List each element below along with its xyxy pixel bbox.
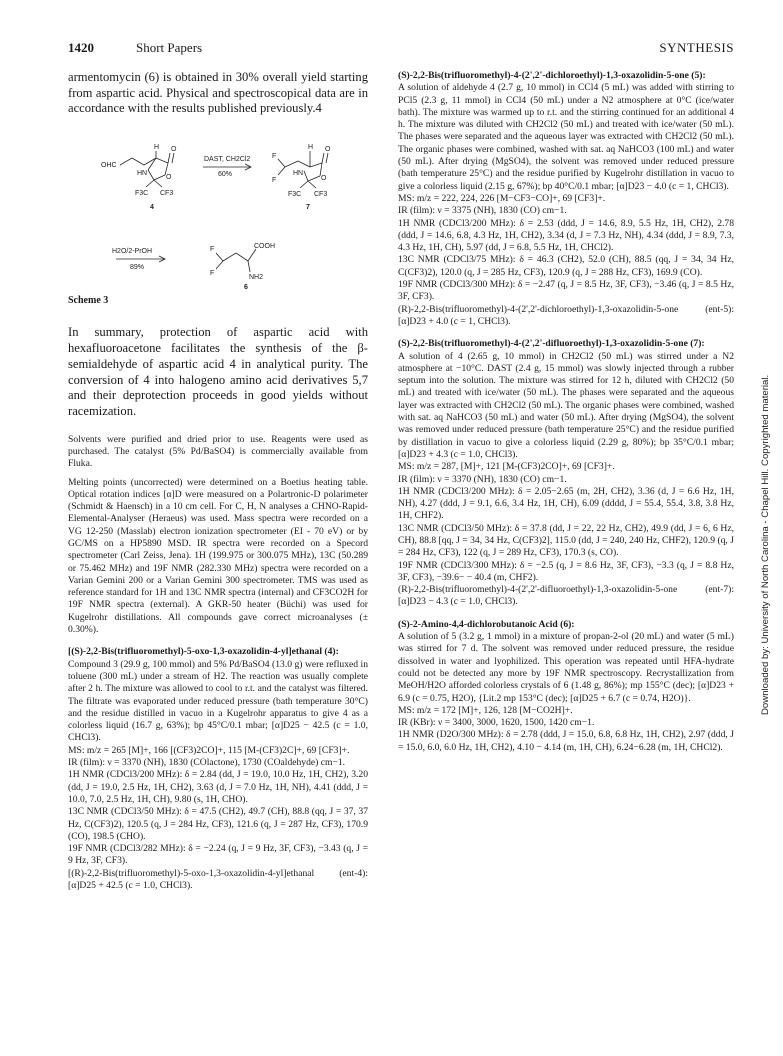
summary-paragraph: In summary, protection of aspartic acid with hexafluoroacetone facilitates the synthesis of the β-semialdehyde of aspartic acid 4 in analytical purity. The conversion of 4 into halogeno amino acid derivatives 5,7 and their deprotection proceeds in good yields without racemization.	[68, 325, 368, 418]
compound-4-title: [(S)-2,2-Bis(trifluoromethyl)-5-oxo-1,3-oxazolidin-4-yl]ethanal (4):	[68, 646, 339, 658]
label-h2: H	[308, 144, 314, 152]
compound-5-ms: MS: m/z = 222, 224, 226 [M−CF3−CO]+, 69 [CF3]+.	[398, 192, 606, 204]
compound-6-procedure: A solution of 5 (3.2 g, 1 mmol) in a mixture of propan-2-ol (20 mL) and water (5 mL) was stirred for 7 d. The solvent was removed under reduced pressure, the residue dissolved in water and lyophilized. This operation was repeated until HFA-hydrate could not be detected any more by 19F NMR spectroscopy. Recrystallization from MeOH/H2O afforded colorless crystals of 6 (1.48 g, 86%); mp 155°C (dec); [α]D23 + 6.9 (c = 0.75, H2O), {Lit.2 mp 153°C (dec); [α]D25 + 6.7 (c = 0.74, H2O)}.	[398, 631, 734, 704]
compound-7-ms: MS: m/z = 287, [M]+, 121 [M-(CF3)2CO]+, 69 [CF3]+.	[398, 461, 615, 473]
label-compound-7: 7	[306, 204, 310, 212]
compound-5-13c-nmr: 13C NMR (CDCl3/75 MHz): δ = 46.3 (CH2), 52.0 (CH), 88.5 (qq, J = 34, 34 Hz, C(CF3)2), 120.0 (q, J = 285 Hz, CF3), 120.9 (q, J = 288 Hz, CF3), 169.9 (CO).	[398, 254, 734, 278]
yield-89: 89%	[130, 264, 145, 272]
compound-7-ir: IR (film): ν = 3370 (NH), 1830 (CO) cm−1.	[398, 473, 567, 485]
compound-6-title: (S)-2-Amino-4,4-dichlorobutanoic Acid (6):	[398, 618, 575, 630]
experimental-solvents: Solvents were purified and dried prior to use. Reagents were used as purchased. The catalyst (5% Pd/BaSO4) is commercially available from Fluka.	[68, 433, 368, 470]
compound-ent-4: [(R)-2,2-Bis(trifluoromethyl)-5-oxo-1,3-oxazolidin-4-yl]ethanal (ent-4): [α]D25 + 42.5 (c = 1.0, CHCl3).	[68, 867, 368, 892]
reaction-scheme	[68, 129, 368, 289]
compound-5-1h-nmr: 1H NMR (CDCl3/200 MHz): δ = 2.53 (ddd, J = 14.6, 8.9, 5.5 Hz, 1H, CH2), 2.78 (ddd, J = 14.6, 6.8, 4.3 Hz, 1H, CH2), 3.34 (d, J = 7.3 Hz, NH), 4.34 (ddd, J = 8.9, 7.3, 4.3 Hz, 1H, CH), 5.97 (dd, J = 6.8, 5.5 Hz, 1H, CHCl2).	[398, 217, 734, 254]
label-fd: F	[210, 270, 215, 278]
compound-4-1h-nmr: 1H NMR (CDCl3/200 MHz): δ = 2.84 (dd, J = 19.0, 10.0 Hz, 1H, CH2), 3.20 (dd, J = 19.0, 2.5 Hz, 1H, CH2), 3.63 (d, J = 7.0 Hz, 1H, NH), 4.41 (ddd, J = 10.0, 7.0, 2.5 Hz, 1H, CH), 9.80 (s, 1H, CHO).	[68, 769, 368, 805]
compound-6-ir: IR (KBr): ν = 3400, 3000, 1620, 1500, 1420 cm−1.	[398, 717, 595, 729]
compound-5-title: (S)-2,2-Bis(trifluoromethyl)-4-(2',2'-dichloroethyl)-1,3-oxazolidin-5-one (5):	[398, 70, 706, 81]
compound-4-19f-nmr: 19F NMR (CDCl3/282 MHz): δ = −2.24 (q, J = 9 Hz, 3F, CF3), −3.43 (q, J = 9 Hz, 3F, CF3).	[68, 843, 368, 867]
label-h1: H	[154, 144, 160, 152]
left-column	[68, 70, 368, 892]
label-o-ring1: O	[166, 174, 172, 182]
compound-ent-5: (R)-2,2-Bis(trifluoromethyl)-4-(2',2'-dichloroethyl)-1,3-oxazolidin-5-one (ent-5): [α]D23 + 4.0 (c = 1, CHCl3).	[398, 303, 734, 327]
download-watermark	[757, 255, 771, 715]
label-o-ring2: O	[321, 175, 327, 183]
compound-6-1h-nmr: 1H NMR (D2O/300 MHz): δ = 2.78 (ddd, J = 15.0, 6.8, 6.8 Hz, 1H, CH2), 2.97 (ddd, J = 15.0, 6.0, 6.0 Hz, 1H, CH2), 4.10 − 4.14 (m, 1H, CH), 6.24−6.28 (m, 1H, CHCl2).	[398, 729, 734, 753]
label-o2: O	[325, 146, 331, 154]
label-fc: F	[210, 246, 215, 254]
compound-5-19f-nmr: 19F NMR (CDCl3/300 MHz): δ = −2.47 (q, J = 8.5 Hz, 3F, CF3), −3.46 (q, J = 8.5 Hz, 3F, CF3).	[398, 279, 734, 303]
right-column	[398, 70, 734, 754]
label-compound-4: 4	[150, 204, 154, 212]
label-f3c2: F3C	[288, 191, 302, 199]
label-o1: O	[171, 146, 177, 154]
label-cooh: COOH	[254, 243, 275, 251]
compound-5-ir: IR (film): ν = 3375 (NH), 1830 (CO) cm−1.	[398, 205, 567, 217]
label-cf3-1: CF3	[160, 190, 174, 198]
download-notice: Downloaded by: University of North Carolina - Chapel Hill. Copyrighted material.	[760, 374, 771, 715]
compound-7-13c-nmr: 13C NMR (CDCl3/50 MHz): δ = 37.8 (dd, J = 22, 22 Hz, CH2), 49.9 (dd, J = 6, 6 Hz, CH), 88.8 [qq, J = 34, 34 Hz, C(CF3)2], 115.0 (dd, J = 240, 240 Hz, CHF2), 120.9 (q, J = 284 Hz, CF3), 122 (q, J = 289 Hz, CF3), 170.3 (s, CO).	[398, 522, 734, 559]
label-compound-6: 6	[244, 284, 248, 290]
label-hn1: HN	[137, 170, 148, 178]
experimental-methods: Melting points (uncorrected) were determined on a Boetius heating table. Optical rotation indices [α]D were measured on a Polartronic-D polarimeter (Schmidt & Haensch) in a 10 cm cell. For C, H, N analyses a CHNO-Rapid-Elemental-Analyser (Heraeus) was used. Mass spectra were recorded on a VG 12-250 (Masslab) electron ionization spectrometer (EI - 70 eV) or by GC/MS on a HP5890 MSD. IR spectra were recorded on a Specord spectrometer (Carl Zeiss, Jena). 1H (199.975 or 300.075 MHz), 13C (50.289 or 75.462 MHz) and 19F NMR (282.330 MHz) spectra were recorded on a Varian Gemini 200 or a Varian Gemini 300 spectrometer. TMS was used as reference standard for 1H and 13C NMR spectra (internal) and CF3CO2H for 19F NMR spectra (external). A GKR-50 heater (Büchi) was used for Kugelrohr distillations. All compounds gave correct microanalyses (± 0.30%).	[68, 476, 368, 636]
reagent-water-propanol: H2O/2-PrOH	[112, 248, 153, 256]
compound-ent-7: (R)-2,2-Bis(trifluoromethyl)-4-(2',2'-difluoroethyl)-1,3-oxazolidin-5-one (ent-7): [α]D23 − 4.3 (c = 1.0, CHCl3).	[398, 584, 734, 608]
scheme-caption: Scheme 3	[68, 295, 109, 307]
scheme-drawing	[68, 129, 368, 289]
compound-6-ms: MS: m/z = 172 [M]+, 126, 128 [M−CO2H]+.	[398, 704, 573, 716]
compound-4-ir: IR (film): ν = 3370 (NH), 1830 (COlactone), 1730 (COaldehyde) cm−1.	[68, 757, 346, 769]
compound-7-title: (S)-2,2-Bis(trifluoromethyl)-4-(2',2'-difluoroethyl)-1,3-oxazolidin-5-one (7):	[398, 338, 705, 350]
label-fb: F	[272, 177, 277, 185]
page-header	[68, 40, 734, 58]
label-fa: F	[272, 153, 277, 161]
compound-7-19f-nmr: 19F NMR (CDCl3/300 MHz): δ = −2.5 (q, J = 8.6 Hz, 3F, CF3), −3.3 (q, J = 8.8 Hz, 3F, CF3), −39.6− − 40.4 (m, CHF2).	[398, 559, 734, 583]
label-ohc: OHC	[101, 162, 117, 170]
section-title: Short Papers	[136, 40, 203, 55]
compound-4-procedure: Compound 3 (29.9 g, 100 mmol) and 5% Pd/BaSO4 (13.0 g) were refluxed in toluene (300 mL) under a stream of H2. The reaction was usually complete after 2 h. The mixture was allowed to cool to r.t. and the catalyst was filtered. The filtrate was evaporated under reduced pressure (bath temperature 30°C) and the residue distilled in vacuo in a Kugelrohr apparatus to give 4 as a colorless liquid (16.7 g, 63%); bp 45°C/0.1 mbar; [α]D25 − 42.5 (c = 1.0, CHCl3).	[68, 658, 368, 744]
label-nh2: NH2	[249, 274, 264, 282]
compound-7-1h-nmr: 1H NMR (CDCl3/200 MHz): δ = 2.05−2.65 (m, 2H, CH2), 3.36 (d, J = 6.6 Hz, 1H, NH), 4.27 (ddd, J = 9.1, 6.6, 3.4 Hz, 1H, CH), 6.09 (dddd, J = 55.4, 55.4, 3.8, 3.8 Hz, 1H, CHF2).	[398, 485, 734, 522]
compound-4-ms: MS: m/z = 265 [M]+, 166 [(CF3)2CO]+, 115 [M-(CF3)2C]+, 69 [CF3]+.	[68, 744, 350, 756]
intro-paragraph: armentomycin (6) is obtained in 30% overall yield starting from aspartic acid. Physical and spectroscopical data are in accordance with the results published previously.4	[68, 70, 368, 116]
page-number: 1420	[68, 40, 94, 55]
journal-name: SYNTHESIS	[659, 40, 734, 55]
compound-7-procedure: A solution of 4 (2.65 g, 10 mmol) in CH2Cl2 (50 mL) was stirred under a N2 atmosphere at −10°C. DAST (2.4 g, 15 mmol) was slowly injected through a rubber septum into the solution. The mixture was stirred for 12 h, diluted with CH2Cl2 (50 mL) and treated with ice/water (50 mL). The phases were separated and the aqueous layer was extracted with CH2Cl2 (50 mL). The organic phases were combined, washed with sat. aq NaHCO3 (50 mL) and water (50 mL). After drying (MgSO4), the solvent was removed under reduced pressure (bath temperature 25°C) and the residue purified by distillation in vacuo to give a colorless liquid (2.29 g, 80%); bp 35°C/0.1 mbar; [α]D23 + 4.3 (c = 1.0, CHCl3).	[398, 350, 734, 460]
label-cf3-2: CF3	[314, 191, 328, 199]
label-hn2: HN	[293, 170, 304, 178]
compound-4-13c-nmr: 13C NMR (CDCl3/50 MHz): δ = 47.5 (CH2), 49.7 (CH), 88.8 (qq, J = 37, 37 Hz, C(CF3)2), 120.5 (q, J = 284 Hz, CF3), 121.6 (q, J = 287 Hz, CF3), 170.9 (CO), 198.5 (CHO).	[68, 806, 368, 842]
reagent-dast: DAST, CH2Cl2	[204, 156, 251, 164]
label-f3c1: F3C	[135, 190, 149, 198]
yield-60: 60%	[218, 171, 233, 179]
compound-5-procedure: A solution of aldehyde 4 (2.7 g, 10 mmol) in CCl4 (5 mL) was added with stirring to PCl5 (2.3 g, 11 mmol) in CCl4 (50 mL) under a N2 atmosphere at 0°C (ice/water bath). The mixture was warmed up to r.t. and the stirring continued for an additional 4 h. The mixture was diluted with CH2Cl2 (50 mL) and treated with ice/water (50 mL). The phases were separated and the aqueous layer was extracted with CH2Cl2 (50 mL). The organic phases were combined, washed with sat. aq NaHCO3 (100 mL) and water (50 mL). After drying (MgSO4), the solvent was removed under reduced pressure (bath temperature 25°C) and the residue purified by Kugelrohr distillation in vacuo to give a colorless liquid (2.15 g, 67%); bp 40°C/0.1 mbar; [α]D23 − 4.0 (c = 1, CHCl3).	[398, 82, 734, 192]
